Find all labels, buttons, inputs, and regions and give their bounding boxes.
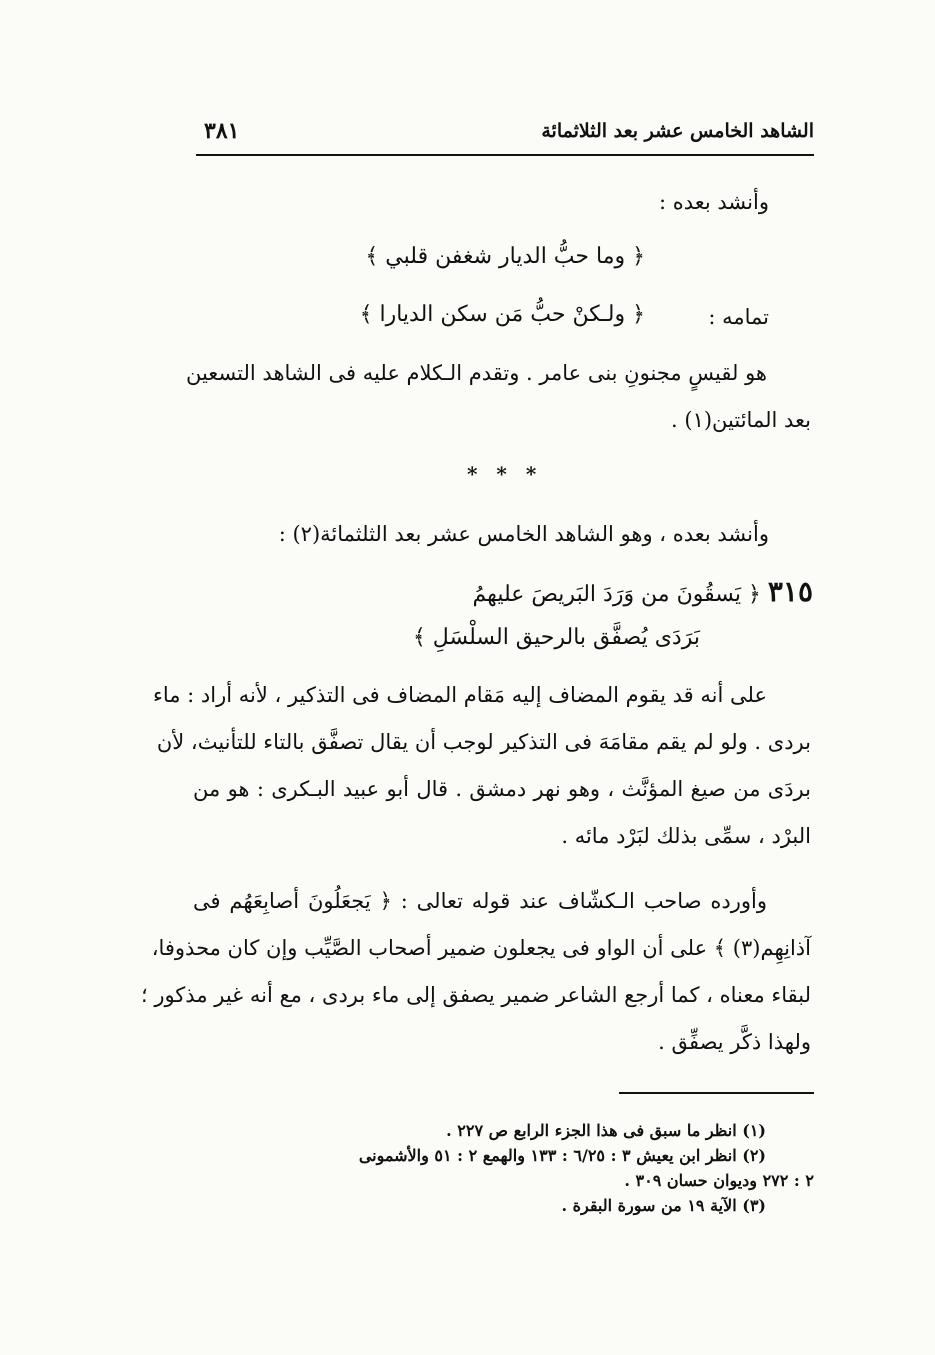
footnote-3: (٣) الآية ١٩ من سورة البقرة . — [561, 1196, 766, 1215]
para2-line: ولهذا ذكَّر يصفِّق . — [658, 1030, 811, 1054]
verse-number: ٣١٥ — [767, 575, 813, 608]
para1-line: على أنه قد يقوم المضاف إليه مَقام المضاف فى التذكير ، لأنه أراد : ماء — [152, 683, 767, 707]
para1-line: بردى . ولو لم يقم مقامَهَ فى التذكير لوجب أن يقال تصفَّق بالتاء للتأنيث، لأن — [156, 730, 811, 754]
para1-line: بردَى من صيغ المؤنَّث ، وهو نهر دمشق . قال أبو عبيد البـكرى : هو من — [193, 777, 811, 801]
completion-label: تمامه : — [708, 305, 769, 329]
verse2-line2: بَرَدَى يُصفَّق بالرحيق السلْسَلِ ﴾ — [412, 625, 700, 650]
footnote-2-continued: ٢ : ٢٧٢ وديوان حسان ٣٠٩ . — [624, 1171, 814, 1190]
section1-paragraph — [185, 350, 811, 444]
verse1-line1: ﴿ وما حبُّ الديار شغفن قلبي ﴾ — [365, 244, 645, 269]
page-number: ٣٨١ — [204, 118, 240, 144]
verse2-line1-wrap — [473, 575, 813, 608]
section2-paragraph1 — [152, 672, 811, 860]
section1-intro: وأنشد بعده : — [658, 190, 769, 214]
para2-line: وأورده صاحب الـكشّاف عند قوله تعالى : ﴿ يَجعَلُونَ أصابِعَهُم فى — [193, 889, 767, 913]
verse1-line2: ﴿ ولـكنْ حبُّ مَن سكن الديارا ﴾ — [359, 302, 645, 327]
footnote-1: (١) انظر ما سبق فى هذا الجزء الرابع ص ٢٢٧ . — [446, 1121, 766, 1140]
running-header — [196, 118, 814, 156]
section2-paragraph2 — [140, 878, 811, 1066]
verse2-line1: ﴿ يَسقُونَ من وَرَدَ البَريصَ عليهمُ — [472, 582, 761, 607]
para2-line: لبقاء معناه ، كما أرجع الشاعر ضمير يصفق إلى ماء بردى ، مع أنه غير مذكور ؛ — [140, 983, 811, 1007]
section1-para-line: بعد المائتين(١) . — [671, 408, 811, 432]
header-title: الشاهد الخامس عشر بعد الثلاثمائة — [541, 120, 814, 142]
footnote-2: (٢) انظر ابن يعيش ٣ : ٦/٢٥ : ١٣٣ والهمع ٢ : ٥١ والأشمونى — [358, 1146, 766, 1165]
section-separator: * * * — [467, 462, 543, 486]
section1-para-line: هو لقيسٍ مجنونِ بنى عامر . وتقدم الـكلام عليه فى الشاهد التسعين — [185, 361, 767, 385]
section2-intro: وأنشد بعده ، وهو الشاهد الخامس عشر بعد الثلثمائة(٢) : — [278, 522, 769, 546]
footnote-rule — [619, 1092, 814, 1094]
footnotes — [184, 1118, 814, 1218]
para1-line: البرْد ، سمِّى بذلك لبَرْد مائه . — [561, 824, 811, 848]
para2-line: آذانِهِم(٣) ﴾ على أن الواو فى يجعلون ضمير أصحاب الصَّيِّب وإن كان محذوفا، — [151, 936, 811, 960]
